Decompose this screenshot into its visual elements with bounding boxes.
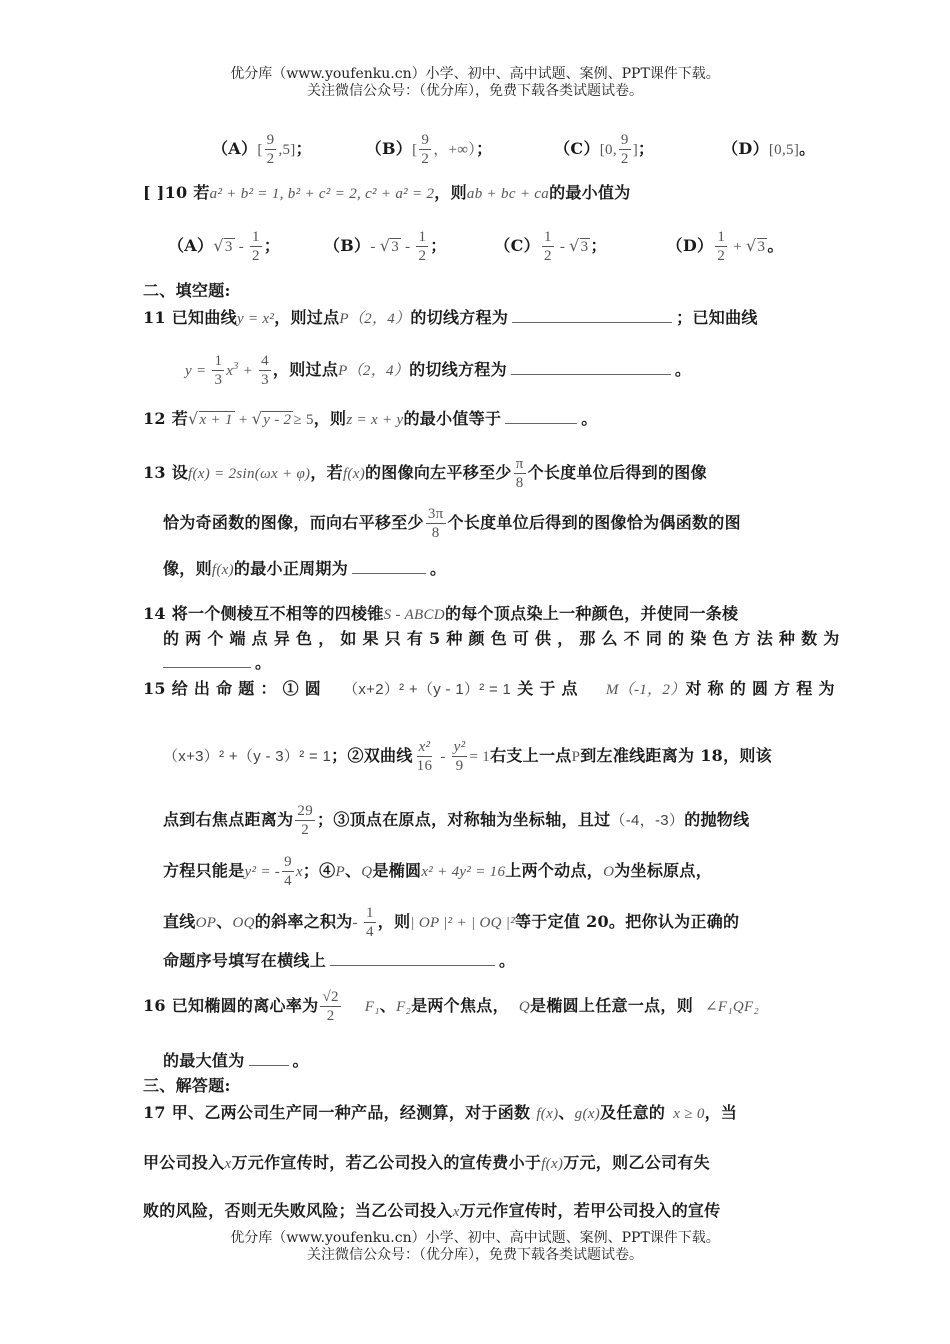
q10-expression: ab + bc + ca bbox=[466, 186, 550, 202]
q9-option-c: （C） bbox=[554, 139, 600, 158]
section-2-title: 二、填空题: bbox=[143, 281, 231, 300]
q11-line-2: y = $\frac{1}{3}$ $x^3$ + $\frac{4}{3}$ ，则过点P（2，4）的切线方程为 。 bbox=[185, 353, 692, 388]
q13-line-3: 像，则f(x)的最小正周期为 。 bbox=[163, 559, 447, 578]
q13-answer-blank[interactable] bbox=[352, 572, 426, 574]
page-header bbox=[0, 66, 950, 100]
q15-line-5: 直线OP、OQ的斜率之积为- $\frac{1}{4}$ ，则| OP |² + | OQ |²等于定值 20。把你认为正确的 bbox=[163, 905, 740, 940]
q12-answer-blank[interactable] bbox=[505, 422, 577, 424]
q9-options: （A）[ $\frac{9}{2}$ ,5]； （B）[ $\frac{9}{2}$ ，+∞）； （C）[0, $\frac{9}{2}$ ]； （D）[0,5]。 bbox=[212, 132, 816, 167]
q17-line-3: 败的风险，否则无失败风险；当乙公司投入x万元作宣传时，若甲公司投入的宣传 bbox=[143, 1201, 721, 1220]
q15-line-1: 15 给 出 命 题 ： ① 圆 （x+2）² +（y - 1）² = 1 关 于 点 M（-1，2）对 称 的 圆 方 程 为 bbox=[143, 679, 835, 698]
q17-line-2: 甲公司投入x万元作宣传时，若乙公司投入的宣传费小于f(x)万元，则乙公司有失 bbox=[143, 1153, 710, 1172]
q13-line-1: 13 设f(x) = 2sin(ωx + φ)，若f(x)的图像向左平移至少 $\frac{\pi}{8}$ 个长度单位后得到的图像 bbox=[143, 456, 707, 491]
section-3-title: 三、解答题: bbox=[143, 1076, 231, 1095]
q11-line-1: 11 已知曲线y = x²，则过点P（2，4）的切线方程为 ；已知曲线 bbox=[143, 308, 758, 327]
q15-line-4: 方程只能是y² = - $\frac{9}{4}$ x；④P、Q是椭圆x² + 4y² = 16上两个动点，O为坐标原点， bbox=[163, 854, 713, 889]
page-footer bbox=[0, 1230, 950, 1264]
q15-line-3: 点到右焦点距离为 $\frac{29}{2}$ ；③顶点在原点，对称轴为坐标轴，且过（-4，-3）的抛物线 bbox=[163, 803, 750, 838]
q15-line-2: （x+3）² +（y - 3）² = 1；②双曲线 $\frac{\text{x²}}{16}$ - $\frac{\text{y²}}{9}$ = 1右支上一点P到左准线距离为 18，则该 bbox=[163, 739, 772, 774]
header-line-2: 关注微信公众号：（优分库），免费下载各类试题试卷。 bbox=[307, 83, 643, 99]
q14-line-2: 的 两 个 端 点 异 色 ， 如 果 只 有 5 种 颜 色 可 供 ， 那 么 不 同 的 染 色 方 法 种 数 为 bbox=[163, 629, 840, 648]
q11-answer-blank-1[interactable] bbox=[512, 321, 672, 323]
q14-line-3: 。 bbox=[163, 650, 271, 673]
q9-b-fraction: $\frac{9}{2}$ bbox=[421, 132, 430, 167]
header-line-1: 优分库（www.youfenku.cn）小学、初中、高中试题、案例、PPT课件下载。 bbox=[230, 66, 720, 82]
q9-option-a: （A） bbox=[212, 139, 258, 158]
q16-line-1: 16 已知椭圆的离心率为 $\frac{√2}{2}$ F₁、F₂是两个焦点， Q是椭圆上任意一点，则 ∠F₁QF₂ bbox=[143, 989, 759, 1024]
q14-line-1: 14 将一个侧棱互不相等的四棱锥S - ABCD的每个顶点染上一种颜色，并使同一条棱 bbox=[143, 604, 739, 623]
q14-answer-blank[interactable] bbox=[163, 666, 251, 668]
footer-line-2: 关注微信公众号：（优分库），免费下载各类试题试卷。 bbox=[307, 1247, 643, 1263]
q12-line: 12 若√x + 1 + √y - 2 ≥ 5，则z = x + y的最小值等于 。 bbox=[143, 409, 598, 428]
q16-answer-blank[interactable] bbox=[249, 1064, 289, 1066]
q15-answer-blank[interactable] bbox=[330, 964, 495, 966]
q15-line-6: 命题序号填写在横线上 。 bbox=[163, 951, 516, 970]
q9-option-d: （D） bbox=[722, 139, 769, 158]
q10-stem: [ ]10 若a² + b² = 1, b² + c² = 2, c² + a² = 2，则ab + bc + ca的最小值为 bbox=[143, 183, 631, 202]
q11-answer-blank-2[interactable] bbox=[511, 373, 671, 375]
q16-line-2: 的最大值为 。 bbox=[163, 1051, 309, 1070]
q10-condition: a² + b² = 1, b² + c² = 2, c² + a² = 2 bbox=[209, 186, 435, 202]
q17-line-1: 17 甲、乙两公司生产同一种产品，经测算，对于函数 f(x)、g(x)及任意的 x ≥ 0，当 bbox=[143, 1103, 738, 1122]
q9-option-b: （B） bbox=[365, 139, 413, 158]
footer-line-1: 优分库（www.youfenku.cn）小学、初中、高中试题、案例、PPT课件下载。 bbox=[230, 1230, 720, 1246]
q13-line-2: 恰为奇函数的图像，而向右平移至少 $\frac{3\pi}{8}$ 个长度单位后得到的图像恰为偶函数的图 bbox=[163, 506, 741, 541]
q10-options: （A）√3 - $\frac{1}{2}$ ； （B）- √3 - $\frac{1}{2}$ ； （C） $\frac{1}{2}$ - √3 ； （D） $\frac{1}{2}$ + √3 。 bbox=[168, 229, 784, 264]
q9-c-fraction: $\frac{9}{2}$ bbox=[620, 132, 629, 167]
q9-a-fraction: $\frac{9}{2}$ bbox=[266, 132, 275, 167]
